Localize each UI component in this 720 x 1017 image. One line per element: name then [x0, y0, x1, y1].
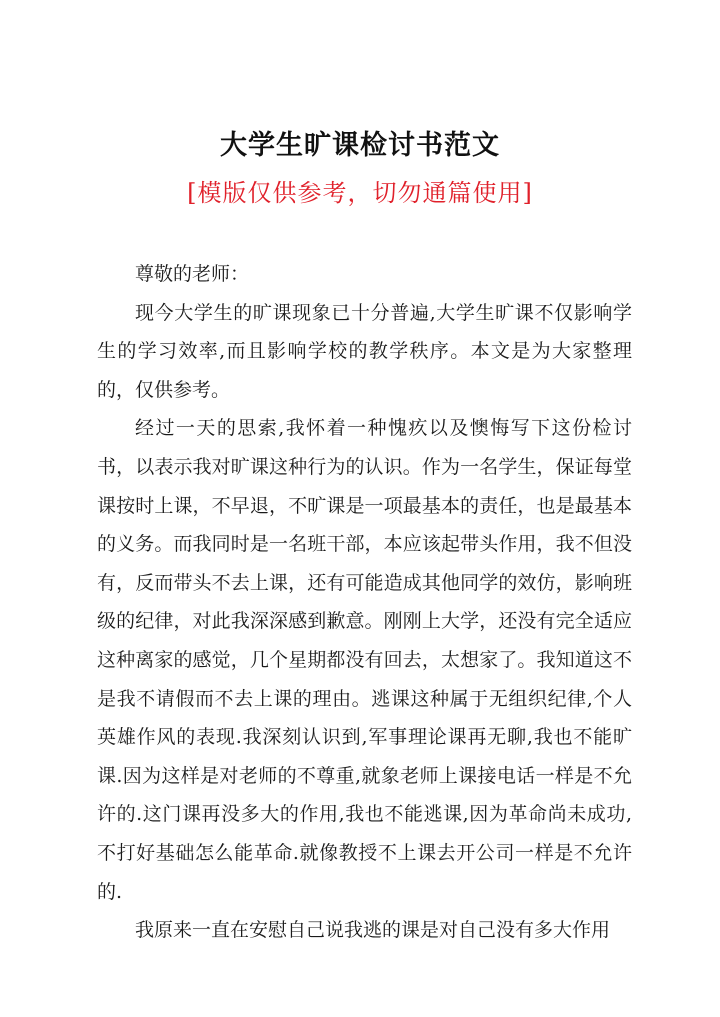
- template-disclaimer: [模版仅供参考，切勿通篇使用]: [187, 179, 533, 207]
- body-paragraph: 现今大学生的旷课现象已十分普遍,大学生旷课不仅影响学生的学习效率,而且影响学校的教学秩序。本文是为大家整理的，仅供参考。: [97, 301, 632, 401]
- salutation: 尊敬的老师：: [135, 263, 250, 285]
- body-paragraph: 我原来一直在安慰自己说我逃的课是对自己没有多大作用: [135, 919, 611, 942]
- document-body: [97, 255, 632, 950]
- body-paragraph: 经过一天的思索,我怀着一种愧疚以及懊悔写下这份检讨书，以表示我对旷课这种行为的认识。作为一名学生，保证每堂课按时上课，不早退，不旷课是一项最基本的责任，也是最基本的义务。而我同时是一名班干部，本应该起带头作用，我不但没有，反而带头不去上课，还有可能造成其他同学的效仿，影响班级的纪律，对此我深深感到歉意。刚刚上大学，还没有完全适应这种离家的感觉，几个星期都没有回去，太想家了。我知道这不是我不请假而不去上课的理由。逃课这种属于无组织纪律,个人英雄作风的表现.我深刻认识到,军事理论课再无聊,我也不能旷课.因为这样是对老师的不尊重,就象老师上课接电话一样是不允许的.这门课再没多大的作用,我也不能逃课,因为革命尚未成功,不打好基础怎么能革命.就像教授不上课去开公司一样是不允许的.: [97, 417, 632, 903]
- document-title: 大学生旷课检讨书范文: [220, 130, 500, 161]
